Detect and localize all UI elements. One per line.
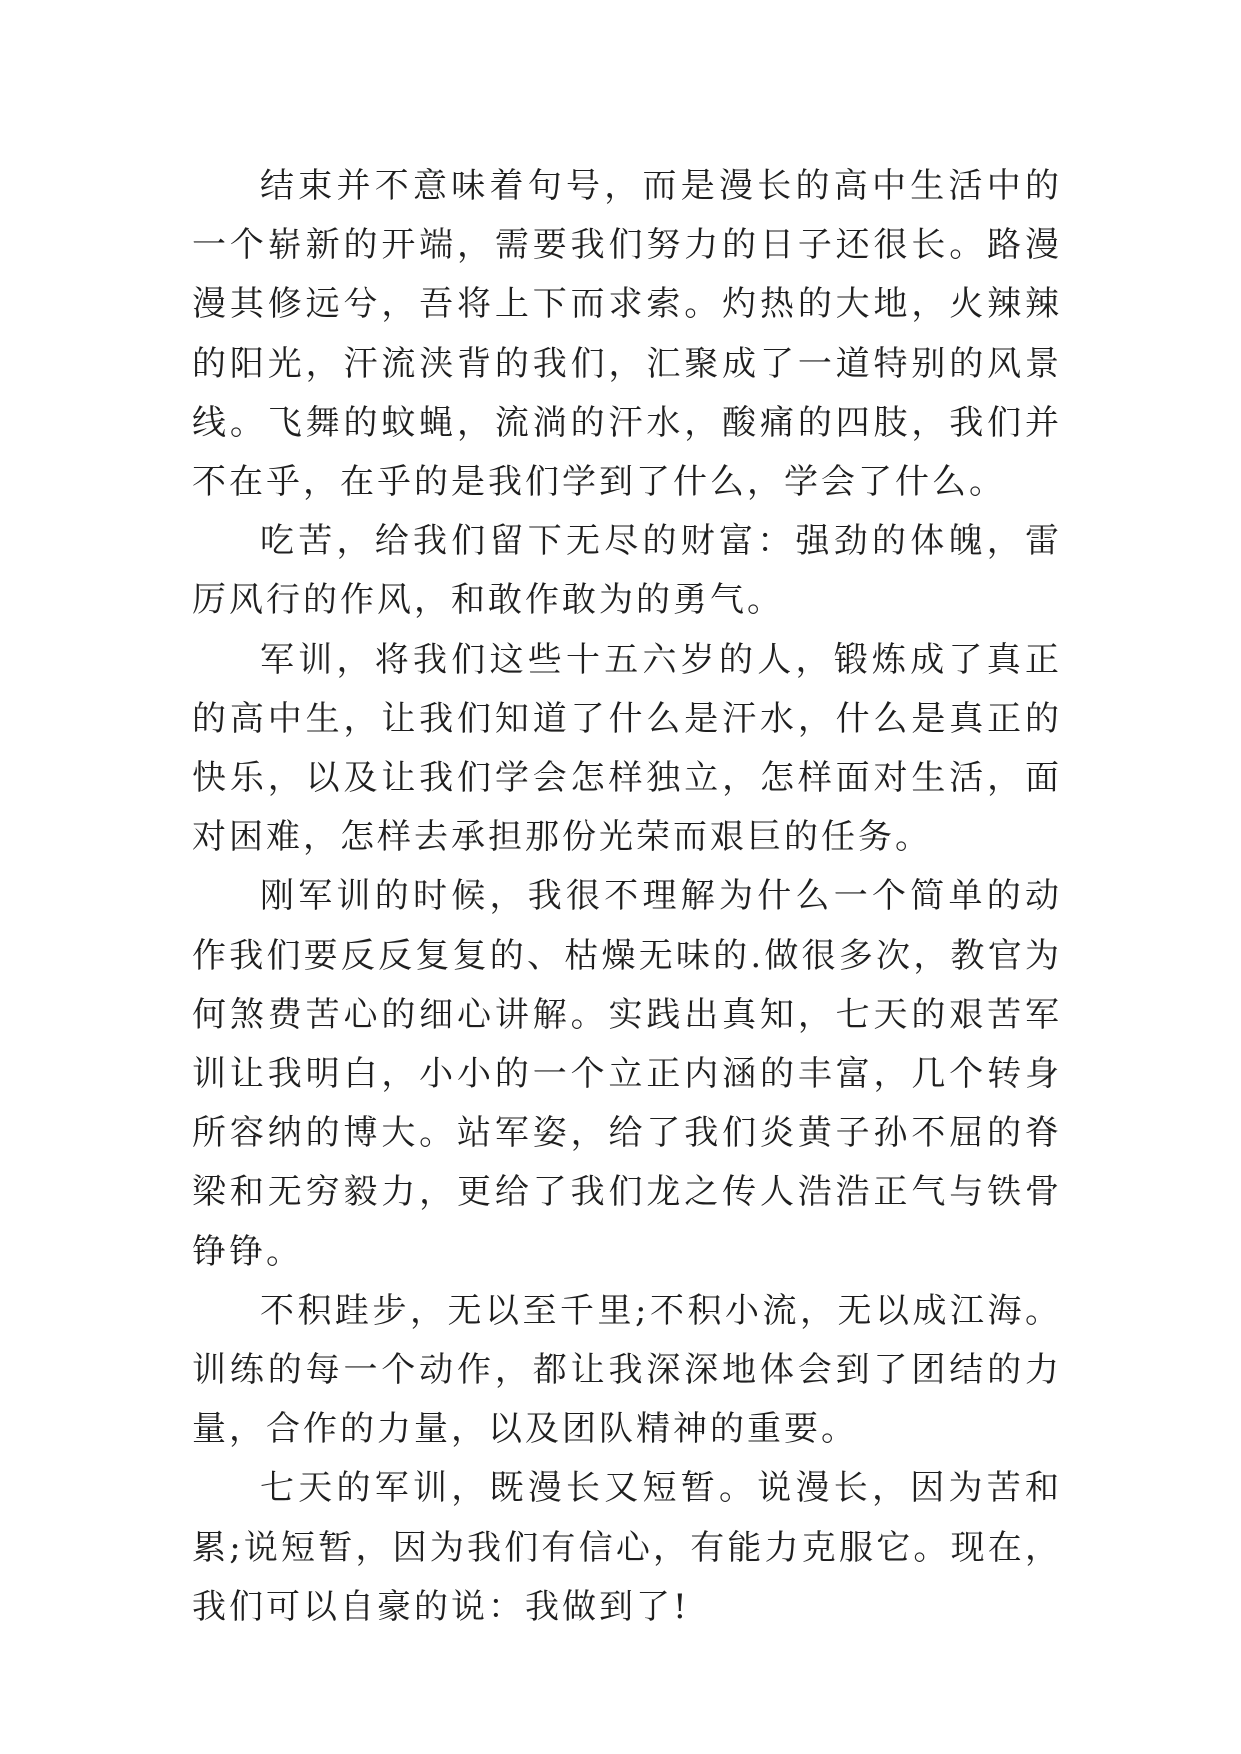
paragraph: 七天的军训，既漫长又短暂。说漫长，因为苦和累;说短暂，因为我们有信心，有能力克服它。现在，我们可以自豪的说：我做到了! [192, 1468, 1062, 1627]
paragraph: 军训，将我们这些十五六岁的人，锻炼成了真正的高中生，让我们知道了什么是汗水，什么是真正的快乐，以及让我们学会怎样独立，怎样面对生活，面对困难，怎样去承担那份光荣而艰巨的任务。 [192, 639, 1062, 858]
paragraph: 结束并不意味着句号，而是漫长的高中生活中的一个崭新的开端，需要我们努力的日子还很长。路漫漫其修远兮，吾将上下而求索。灼热的大地，火辣辣的阳光，汗流浃背的我们，汇聚成了一道特别的风景线。飞舞的蚊蝇，流淌的汗水，酸痛的四肢，我们并不在乎，在乎的是我们学到了什么，学会了什么。 [192, 166, 1062, 503]
paragraph: 吃苦，给我们留下无尽的财富：强劲的体魄，雷厉风行的作风，和敢作敢为的勇气。 [192, 521, 1062, 621]
paragraph: 不积跬步，无以至千里;不积小流，无以成江海。训练的每一个动作，都让我深深地体会到了团结的力量，合作的力量，以及团队精神的重要。 [192, 1290, 1062, 1450]
document-body [192, 157, 1062, 1637]
paragraph: 刚军训的时候，我很不理解为什么一个简单的动作我们要反反复复的、枯燥无味的.做很多次，教官为何煞费苦心的细心讲解。实践出真知，七天的艰苦军训让我明白，小小的一个立正内涵的丰富，几个转身所容纳的博大。站军姿，给了我们炎黄子孙不屈的脊梁和无穷毅力，更给了我们龙之传人浩浩正气与铁骨铮铮。 [192, 876, 1062, 1272]
